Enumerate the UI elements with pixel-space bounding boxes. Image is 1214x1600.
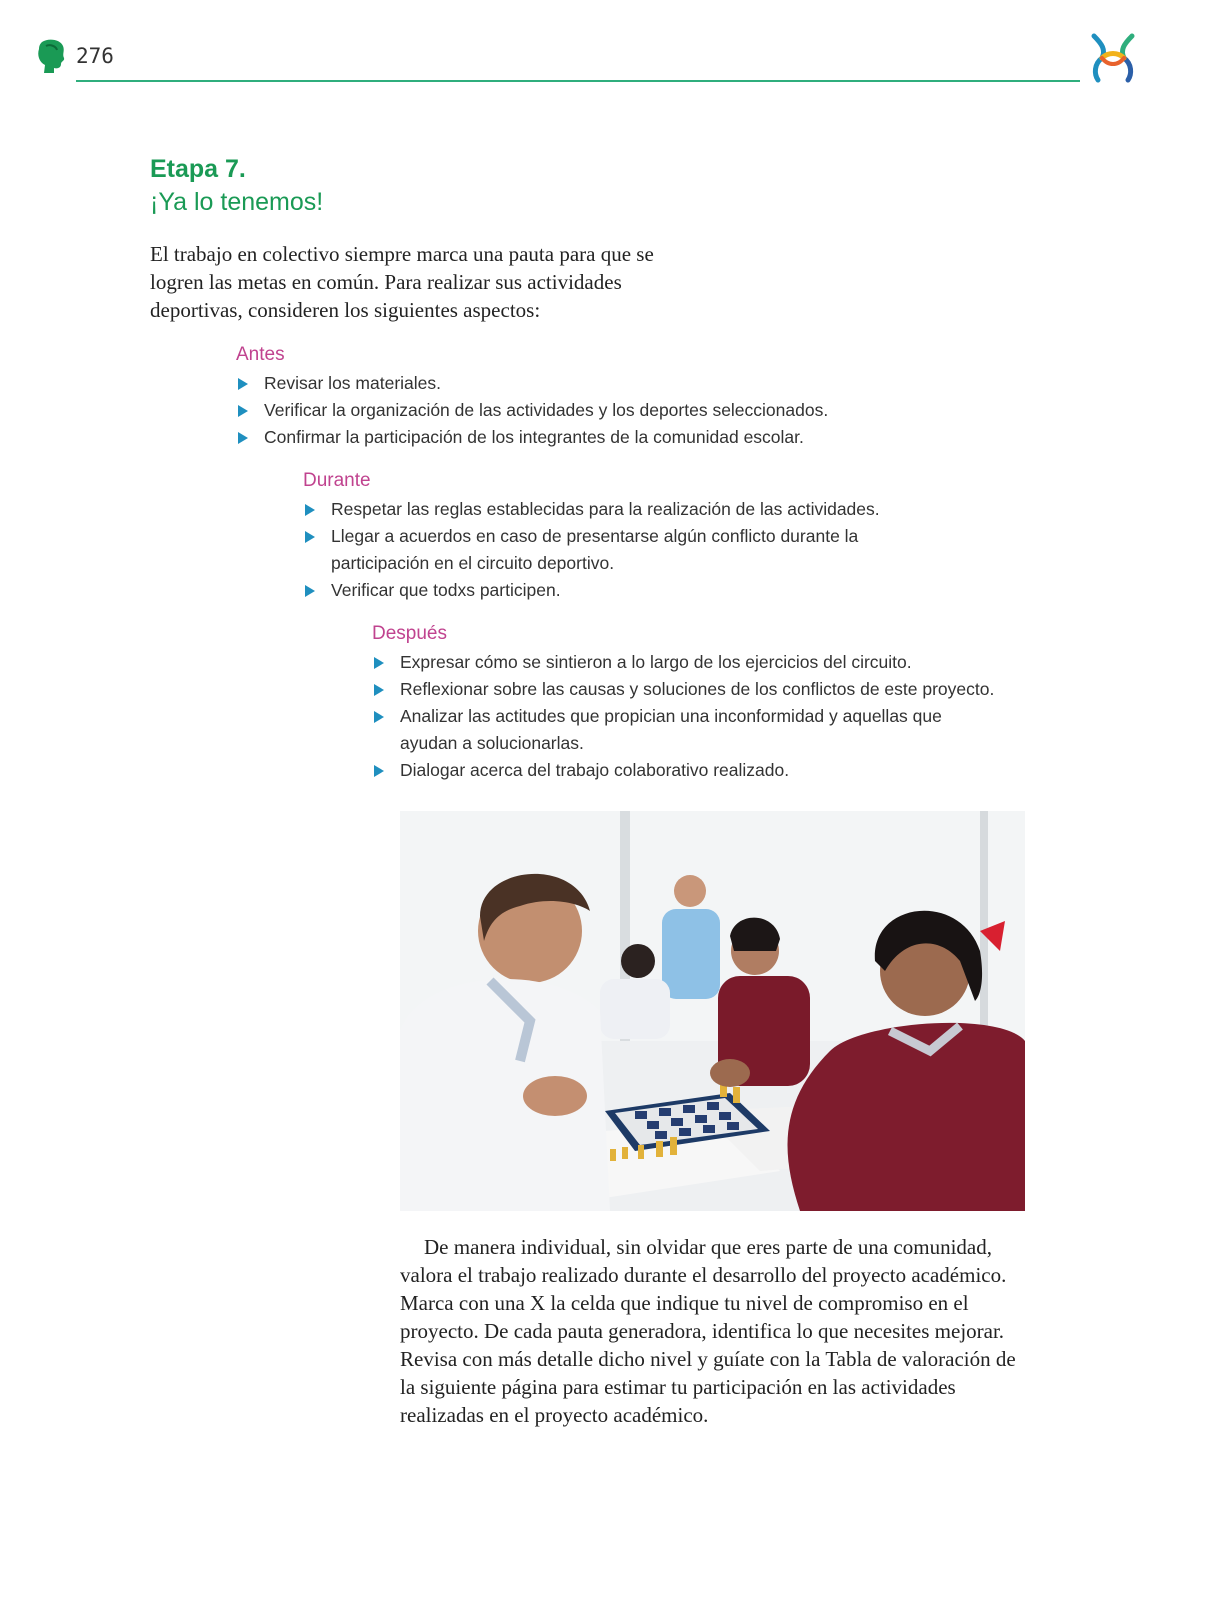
list-item-text: Respetar las reglas establecidas para la realización de las actividades. [331, 499, 880, 519]
stage-subtitle: ¡Ya lo tenemos! [150, 188, 324, 216]
triangle-bullet-icon [374, 765, 384, 777]
list-item [303, 577, 903, 604]
triangle-bullet-icon [374, 684, 384, 696]
list-item [303, 523, 871, 577]
section-durante [303, 470, 903, 604]
list-item-text: Dialogar acerca del trabajo colaborativo realizado. [400, 760, 790, 780]
list-item [236, 424, 936, 451]
list-item [303, 496, 903, 523]
stage-title: Etapa 7. [150, 155, 246, 183]
bullet-list [236, 370, 936, 451]
list-item [372, 757, 1052, 784]
list-item [236, 397, 936, 424]
list-item [372, 676, 1052, 703]
bullet-list [303, 496, 903, 604]
triangle-bullet-icon [305, 585, 315, 597]
page-number: 276 [76, 44, 114, 68]
section-despues [372, 623, 1052, 784]
bullet-list [372, 649, 1052, 784]
section-title: Antes [236, 344, 285, 365]
closing-paragraph: De manera individual, sin olvidar que eres parte de una comunidad, valora el trabajo realizado durante el desarrollo del proyecto académico. Marca con una X la celda que indique tu nivel de compromiso en el proyecto. De cada pauta generadora, identifica lo que necesites mejorar. Revisa con más detalle dicho nivel y guíate con la Tabla de valoración de la siguiente página para estimar tu participación en las actividades realizadas en el proyecto académico. [400, 1235, 1016, 1427]
triangle-bullet-icon [238, 378, 248, 390]
list-item-text: Reflexionar sobre las causas y soluciones de los conflictos de este proyecto. [400, 679, 995, 699]
triangle-bullet-icon [305, 531, 315, 543]
list-item [372, 649, 1052, 676]
triangle-bullet-icon [305, 504, 315, 516]
colorful-x-emblem-icon [1086, 30, 1140, 86]
green-head-icon [36, 38, 66, 74]
list-item [372, 703, 980, 757]
section-antes [236, 344, 936, 451]
list-item-text: Llegar a acuerdos en caso de presentarse algún conflicto durante la participación en el circuito deportivo. [331, 526, 859, 573]
list-item-text: Confirmar la participación de los integrantes de la comunidad escolar. [264, 427, 804, 447]
section-title: Durante [303, 470, 371, 491]
list-item-text: Analizar las actitudes que propician una inconformidad y aquellas que ayudan a solucionarlas. [400, 706, 942, 753]
list-item-text: Revisar los materiales. [264, 373, 441, 393]
triangle-bullet-icon [238, 432, 248, 444]
chess-students-photo [400, 811, 1025, 1211]
triangle-bullet-icon [238, 405, 248, 417]
header-divider [76, 80, 1080, 82]
list-item-text: Verificar la organización de las actividades y los deportes seleccionados. [264, 400, 829, 420]
list-item-text: Verificar que todxs participen. [331, 580, 561, 600]
triangle-bullet-icon [374, 711, 384, 723]
section-title: Después [372, 623, 447, 644]
list-item [236, 370, 936, 397]
list-item-text: Expresar cómo se sintieron a lo largo de los ejercicios del circuito. [400, 652, 912, 672]
intro-paragraph: El trabajo en colectivo siempre marca una pauta para que se logren las metas en común. Para realizar sus actividades deportivas, consideren los siguientes aspectos: [150, 242, 654, 322]
triangle-bullet-icon [374, 657, 384, 669]
